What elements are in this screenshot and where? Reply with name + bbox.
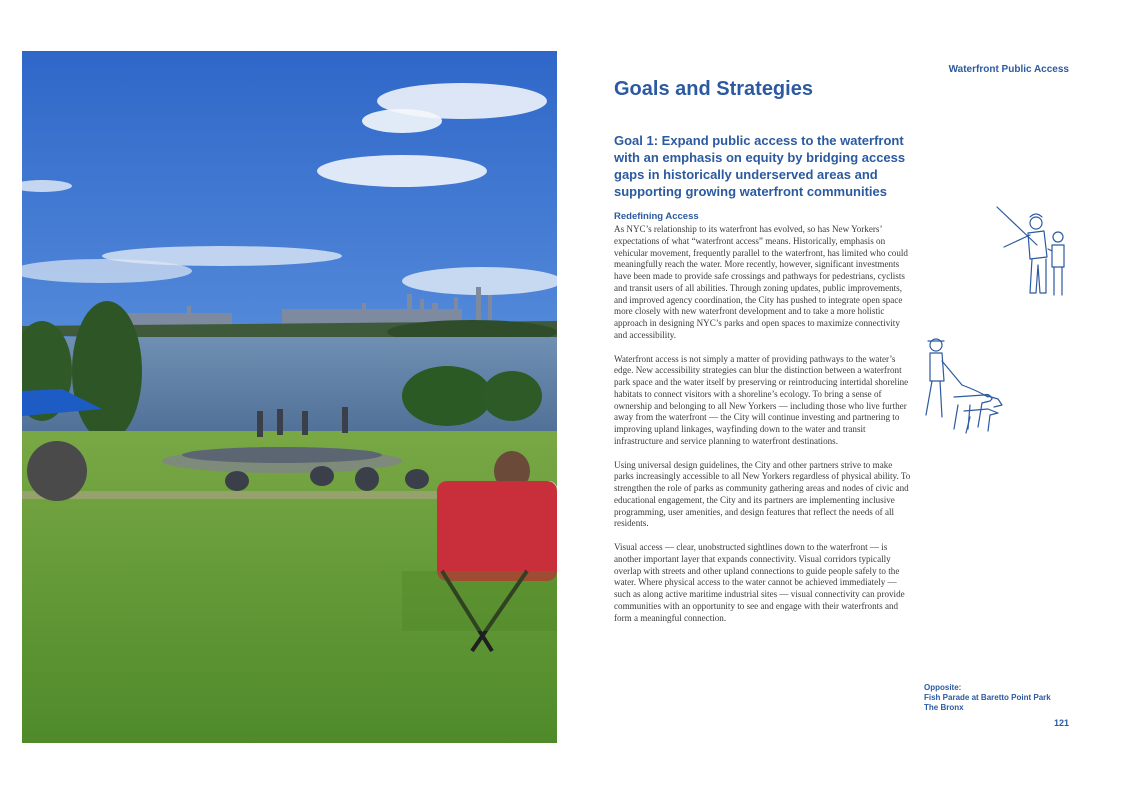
goal-heading: Goal 1: Expand public access to the waterfront with an emphasis on equity by bridging access gaps in historically underserved areas and supporting growing waterfront communities <box>614 133 906 199</box>
subheading: Redefining Access <box>614 211 699 222</box>
caption-line: Opposite: <box>924 683 962 692</box>
paragraph: As NYC’s relationship to its waterfront has evolved, so has New Yorkers’ expectations of what “waterfront access” means. Historically, emphasis on vehicular movement, frequently parallel to the waterfront, has limited who could meaningfully reach the water. More recently, however, significant investments have been made to provide safe crossings and pathways for pedestrians, cyclists and transit users of all abilities. Through zoning updates, public improvements, and improved agency coordination, the City has pushed to integrate open space more closely with new waterfront development and to take a more holistic approach in designing NYC’s parks and open spaces to maximize connectivity and accessibility. <box>614 224 908 340</box>
page-title: Goals and Strategies <box>614 78 813 100</box>
people-pointing-illustration <box>992 205 1072 300</box>
paragraph: Using universal design guidelines, the City and other partners strive to make parks increasingly accessible to all New Yorkers regardless of physical ability. To strengthen the role of parks as community gathering areas and nodes of civic and educational engagement, the City and its partners are implementing inclusive programming, user amenities, and design features that reflect the needs of all residents. <box>614 459 911 529</box>
page-number: 121 <box>1053 718 1069 728</box>
park-photo <box>22 51 557 743</box>
photo-caption <box>924 683 1051 713</box>
paragraph: Waterfront access is not simply a matter of providing pathways to the water’s edge. New accessibility strategies can blur the distinction between a waterfront park space and the water itself by preserving or reintroducing intertidal shoreline habitats to connect visitors with a shoreline’s ecology. To bring a sense of ownership and belonging to all New Yorkers — including those who live further away from the waterfront — the City will continue investing and partnering to improving upland linkages, wayfinding down to the water and transit infrastructure and service planning to waterfront destinations. <box>614 353 909 446</box>
caption-line: Fish Parade at Baretto Point Park <box>924 693 1051 702</box>
caption-line: The Bronx <box>924 703 964 712</box>
section-label: Waterfront Public Access <box>948 64 1069 75</box>
body-text <box>614 224 914 636</box>
dog-walker-illustration <box>918 335 1010 435</box>
paragraph: Visual access — clear, unobstructed sightlines down to the waterfront — is another important layer that expands connectivity. Visual corridors typically overlap with streets and other upland connections to guide people safely to the water. Where physical access to the water cannot be achieved immediately — such as along active maritime industrial sites — visual connectivity can provide communities with an opportunity to see and engage with their waterfronts and form a meaningful connection. <box>614 542 905 623</box>
